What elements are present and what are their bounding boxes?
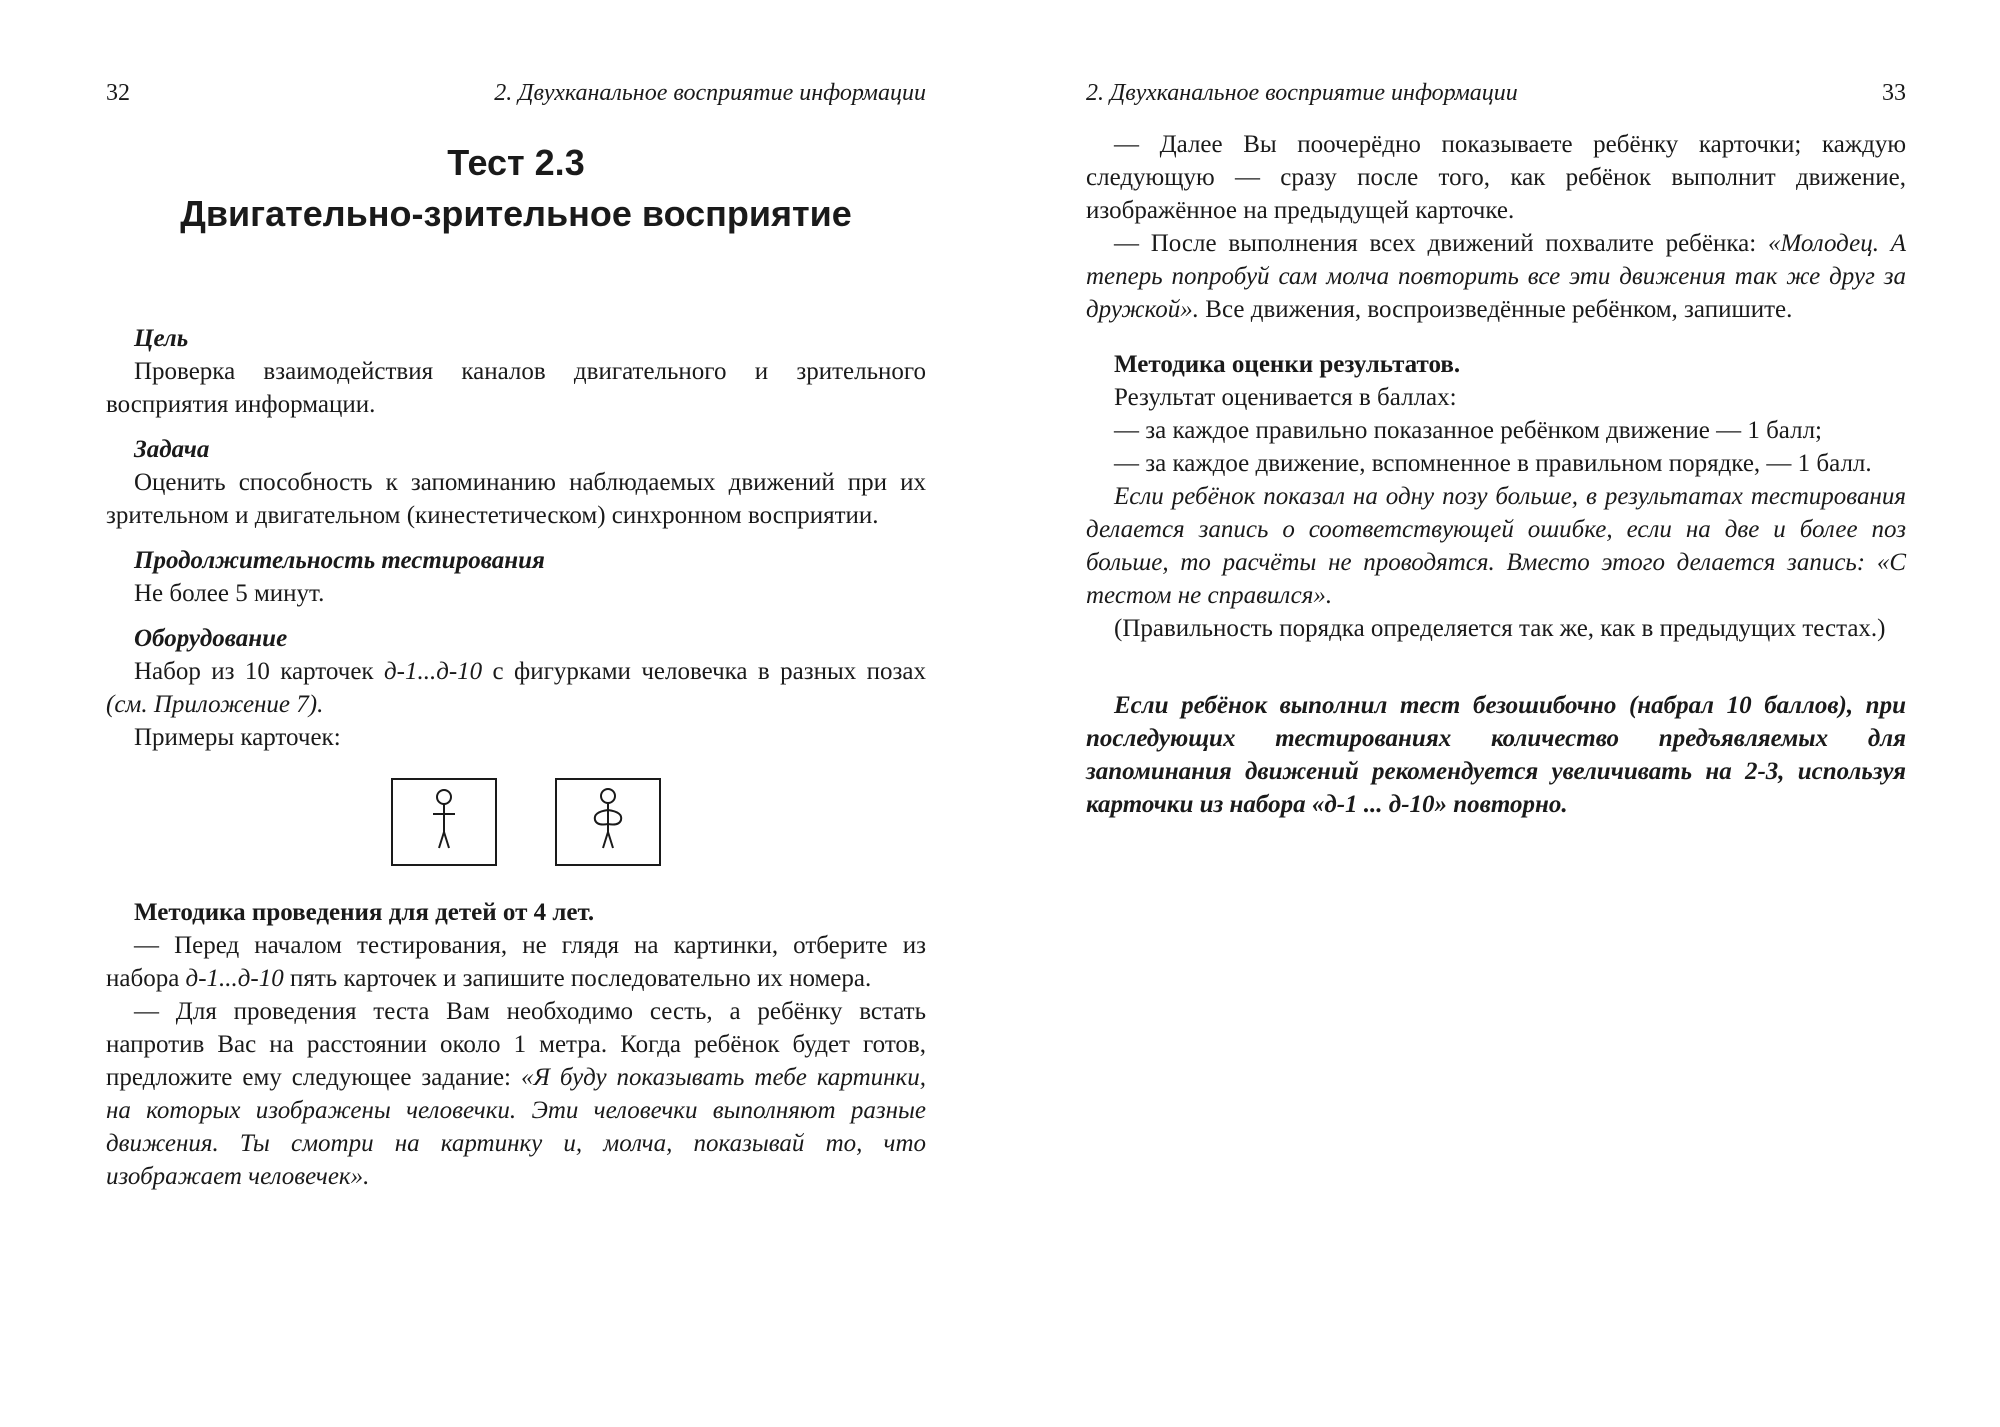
method-paragraph-1: — Перед началом тестирования, не глядя на картинки, отберите из набора д-1...д-10 пять карточек и запишите последовательно их номера. (106, 932, 926, 992)
examples-label: Примеры карточек: (134, 724, 341, 751)
praise-quote: «Молодец. А теперь попробуй сам молча повторить все эти движения так же друг за дружкой». (1086, 230, 1906, 323)
equipment-text: Набор из 10 карточек д-1...д-10 с фигурками человечка в разных позах (см. Приложение 7). (106, 658, 926, 718)
goal-heading: Цель (134, 325, 189, 352)
page-number-right: 33 (1882, 80, 1906, 106)
example-card (391, 778, 497, 866)
instruction-quote: «Я буду показывать тебе картинки, на которых изображены человечки. Эти человечки выполняют разные движения. Ты смотри на картинку и, молча, показывай то, что изображает человечек». (106, 1064, 926, 1190)
card-set-code: д-1...д-10 (383, 658, 483, 685)
scoring-item-2: — за каждое движение, вспомненное в правильном порядке, — 1 балл. (1114, 450, 1872, 477)
running-head-left: 2. Двухканальное восприятие информации (494, 80, 926, 106)
test-name: Двигательно-зрительное восприятие (180, 193, 852, 234)
stick-figure-hands-on-hips-icon (557, 780, 659, 864)
stick-figure-arms-down-icon (393, 780, 495, 864)
task-heading: Задача (134, 436, 210, 463)
continuation-paragraph-2: — После выполнения всех движений похвалите ребёнка: «Молодец. А теперь попробуй сам молча повторить все эти движения так же друг за дружкой». Все движения, воспроизведённые ребёнком, запишите. (1086, 230, 1906, 323)
duration-heading: Продолжительность тестирования (134, 547, 545, 574)
page-number-left: 32 (106, 80, 130, 106)
scoring-italic-note: Если ребёнок показал на одну позу больше, в результатах тестирования делается запись о соответствующей ошибке, если на две и более поз больше, то расчёты не проводятся. Вместо этого делается запись: «С тестом не справился». (1086, 483, 1906, 609)
scoring-intro: Результат оценивается в баллах: (1114, 384, 1457, 411)
scoring-heading: Методика оценки результатов. (1114, 351, 1461, 378)
appendix-reference: (см. Приложение 7). (106, 691, 324, 718)
method-paragraph-2: — Для проведения теста Вам необходимо сесть, а ребёнку встать напротив Вас на расстоянии около 1 метра. Когда ребёнок будет готов, предложите ему следующее задание: «Я буду показывать тебе картинки, на которых изображены человечки. Эти человечки выполняют разные движения. Ты смотри на картинку и, молча, показывай то, что изображает человечек». (106, 998, 926, 1190)
duration-text: Не более 5 минут. (134, 580, 325, 607)
continuation-paragraph-1: — Далее Вы поочерёдно показываете ребёнку карточки; каждую следующую — сразу после того, как ребёнок выполнит движение, изображённое на предыдущей карточке. (1086, 131, 1906, 224)
right-column (1086, 128, 1906, 821)
running-head-right: 2. Двухканальное восприятие информации (1086, 80, 1518, 106)
equipment-heading: Оборудование (134, 625, 288, 652)
recommendation-note: Если ребёнок выполнил тест безошибочно (набрал 10 баллов), при последующих тестированиях количество предъявляемых для запоминания движений рекомендуется увеличивать на 2-3, используя карточки из набора «д-1 ... д-10» повторно. (1086, 692, 1906, 818)
test-number: Тест 2.3 (447, 142, 585, 183)
example-card (555, 778, 661, 866)
test-title (106, 140, 926, 242)
scoring-item-1: — за каждое правильно показанное ребёнком движение — 1 балл; (1114, 417, 1823, 444)
left-column (106, 322, 926, 1193)
method-heading: Методика проведения для детей от 4 лет. (134, 899, 595, 926)
example-cards (106, 778, 926, 866)
scoring-paren-note: (Правильность порядка определяется так же, как в предыдущих тестах.) (1114, 615, 1886, 642)
task-text: Оценить способность к запоминанию наблюдаемых движений при их зрительном и двигательном (кинестетическом) синхронном восприятии. (106, 469, 926, 529)
goal-text: Проверка взаимодействия каналов двигательного и зрительного восприятия информации. (106, 358, 926, 418)
